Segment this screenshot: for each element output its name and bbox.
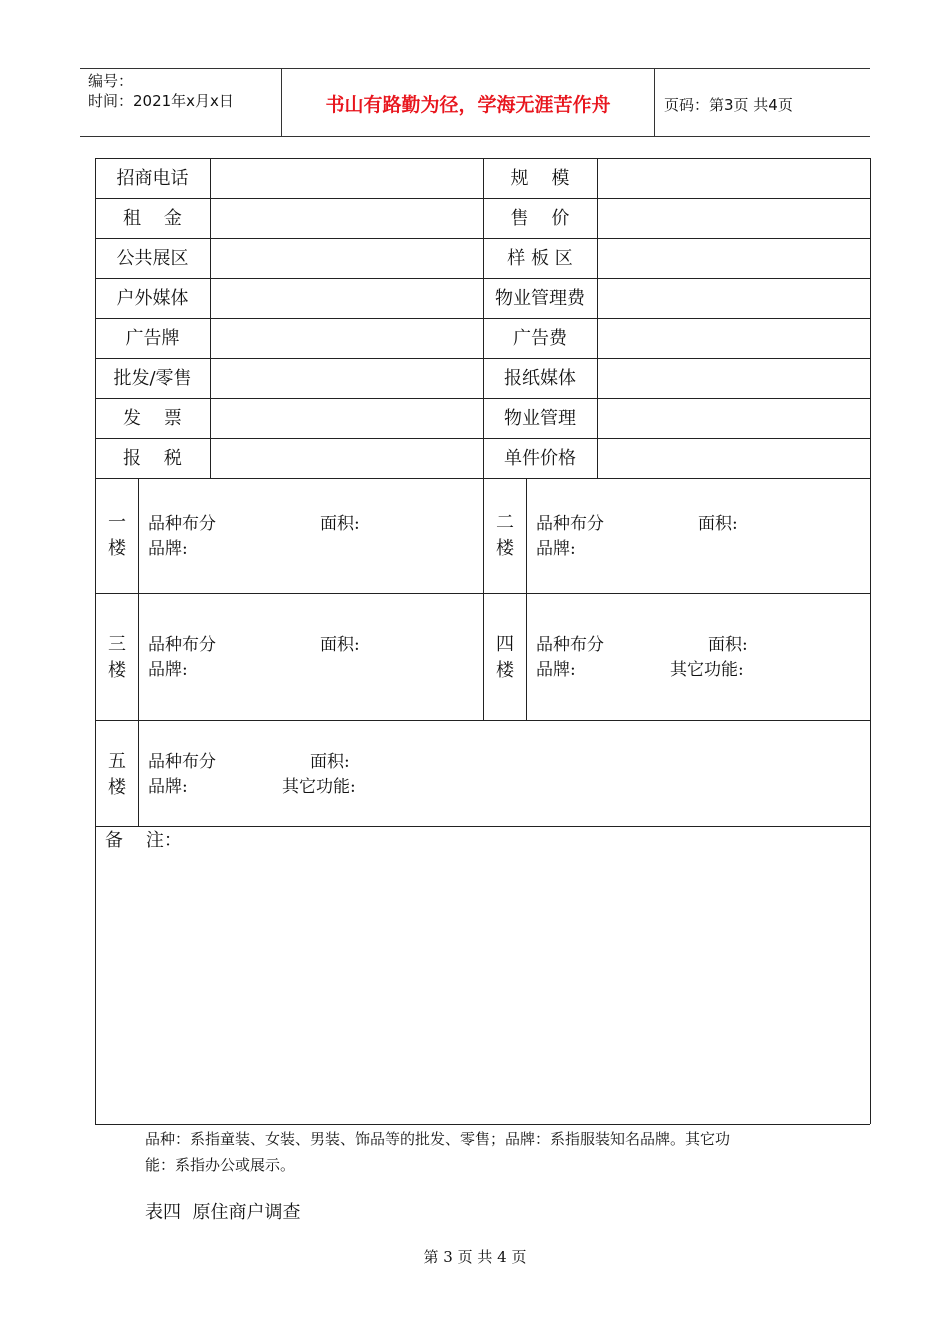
label-property-management: 物业管理 [504,408,576,429]
table-rule [95,720,870,721]
remarks-label: 备 注： [105,830,182,851]
header-divider-2 [654,68,655,136]
floor-5-name-text: 五楼 [107,751,126,798]
header-page-code: 页码：第3页 共4页 [664,96,793,114]
header-motto: 书山有路勤为径，学海无涯苦作舟 [325,94,611,116]
floor-1-name [96,510,138,562]
floor-3-name-text: 三楼 [107,634,126,681]
header-number-label: 编号： [88,72,134,90]
label-unit-price: 单件价格 [504,448,576,469]
label-wholesale-retail: 批发/零售 [113,368,192,389]
table-col-rule [526,478,527,720]
label-tax: 报 税 [123,448,182,469]
floor-5-name [96,749,138,801]
floor-3-category: 品种布分 [148,635,216,655]
header-top-rule [80,68,870,69]
table-rule [95,826,870,827]
floor-3-area: 面积: [320,635,360,655]
floor-5-other: 其它功能: [282,777,356,797]
table-col-rule [597,158,598,478]
label-billboard: 广告牌 [125,328,180,349]
floor-1-name-text: 一楼 [107,512,126,559]
floor-4-brand: 品牌: [536,660,576,680]
floor-1-brand: 品牌: [148,539,188,559]
floor-4-name [484,632,526,684]
label-invoice: 发 票 [123,408,182,429]
table-col-rule [138,478,139,826]
label-property-fee: 物业管理费 [495,288,585,309]
label-outdoor-media: 户外媒体 [116,288,189,309]
label-sample-area: 样 板 区 [507,248,573,269]
label-scale: 规 模 [510,168,570,189]
floor-5-category: 品种布分 [148,752,216,772]
label-rent: 租 金 [123,208,182,229]
page-footer: 第 3 页 共 4 页 [423,1248,527,1266]
label-price: 售 价 [510,208,570,229]
floor-3-name [96,632,138,684]
label-zhaoshang-phone: 招商电话 [116,168,189,189]
floor-3-brand: 品牌: [148,660,188,680]
header-bottom-rule [80,136,870,137]
header-date: 时间：2021年x月x日 [88,92,234,110]
floor-1-category: 品种布分 [148,514,216,534]
section-title: 表四 原住商户调查 [145,1202,301,1223]
floor-5-area: 面积: [310,752,350,772]
table-col-rule [483,158,484,478]
floor-4-other: 其它功能: [670,660,744,680]
floor-2-category: 品种布分 [536,514,604,534]
label-newspaper-media: 报纸媒体 [504,368,576,389]
footnote-line-1: 品种：系指童装、女装、男装、饰品等的批发、零售；品牌：系指服装知名品牌。其它功 [145,1130,731,1148]
table-border-right [870,158,871,1124]
floor-2-brand: 品牌: [536,539,576,559]
label-public-exhibit: 公共展区 [116,248,189,269]
floor-2-name [484,510,526,562]
floor-4-name-text: 四楼 [495,634,514,681]
floor-1-area: 面积: [320,514,360,534]
footnote-line-2: 能：系指办公或展示。 [145,1156,296,1174]
floor-2-name-text: 二楼 [495,512,514,559]
floor-2-area: 面积: [698,514,738,534]
floor-4-area: 面积: [708,635,748,655]
label-ad-fee: 广告费 [513,328,567,349]
floor-4-category: 品种布分 [536,635,604,655]
floor-5-brand: 品牌: [148,777,188,797]
table-col-rule [210,158,211,478]
